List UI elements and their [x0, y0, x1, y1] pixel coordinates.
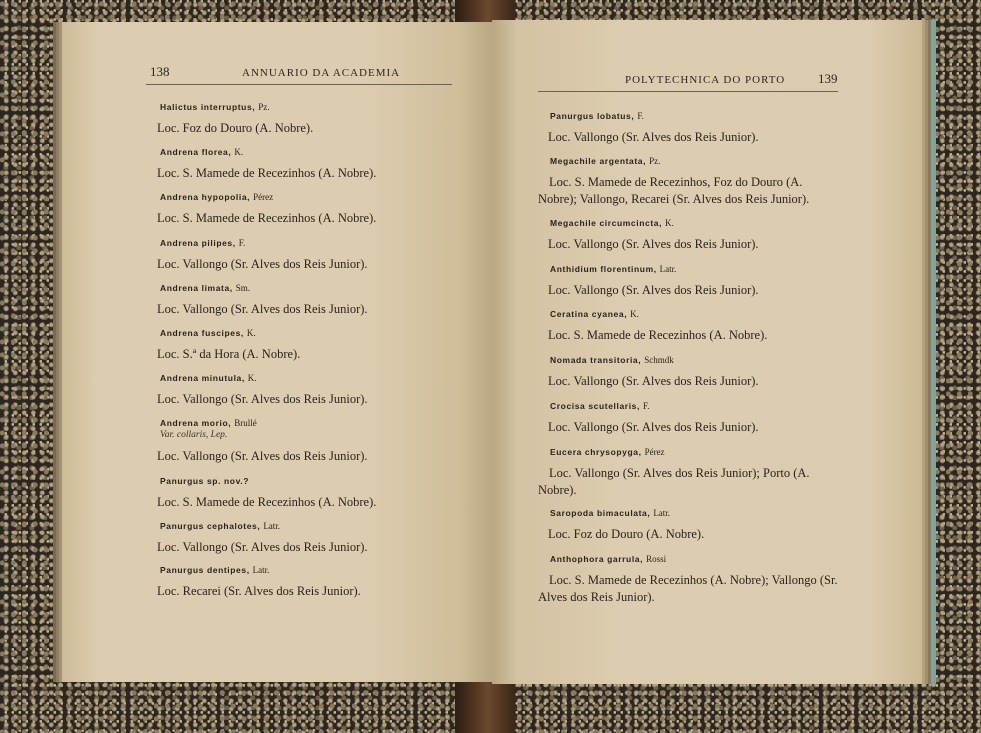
species-name: Andrena limata, Sm. [160, 283, 251, 293]
species-name: Ceratina cyanea, K. [550, 309, 639, 319]
locality-text: Loc. Vallongo (Sr. Alves dos Reis Junior). [548, 237, 759, 251]
species-name: Anthidium florentinum, Latr. [550, 264, 677, 274]
locality-text: Loc. Recarei (Sr. Alves dos Reis Junior). [157, 584, 361, 598]
running-head-left: ANNUARIO DA ACADEMIA [242, 67, 401, 79]
variety-text: Var. collaris, Lep. [160, 430, 228, 440]
locality-text: Loc. S. Mamede de Recezinhos (A. Nobre). [157, 211, 377, 225]
entry [62, 102, 494, 137]
header-rule-left [146, 84, 452, 85]
locality-text: Loc. S. Mamede de Recezinhos (A. Nobre). [548, 328, 768, 342]
entry [492, 447, 922, 499]
species-name: Andrena fuscipes, K. [160, 328, 256, 338]
entry [62, 238, 494, 273]
locality-text: Loc. Vallongo (Sr. Alves dos Reis Junior). [548, 130, 759, 144]
entry [492, 309, 922, 344]
locality-text: Loc. Vallongo (Sr. Alves dos Reis Junior). [548, 420, 759, 434]
locality-text: Loc. Foz do Douro (A. Nobre). [157, 121, 314, 135]
locality-text: Loc. Vallongo (Sr. Alves dos Reis Junior). [548, 374, 759, 388]
entry [62, 521, 494, 556]
locality-text: Loc. Vallongo (Sr. Alves dos Reis Junior); Porto (A. Nobre). [538, 466, 810, 497]
species-name: Nomada transitoria, Schmdk [550, 355, 674, 365]
locality-text: Loc. Vallongo (Sr. Alves dos Reis Junior). [548, 283, 759, 297]
entry [492, 156, 922, 208]
entry [492, 111, 922, 146]
species-name: Panurgus dentipes, Latr. [160, 565, 270, 575]
locality-text: Loc. S. Mamede de Recezinhos (A. Nobre). [157, 166, 377, 180]
locality-text: Loc. Foz do Douro (A. Nobre). [548, 527, 705, 541]
right-page [492, 20, 922, 684]
entry [492, 218, 922, 253]
species-name: Megachile circumcincta, K. [550, 218, 674, 228]
header-rule-right [538, 91, 838, 92]
locality-text: Loc. S. Mamede de Recezinhos, Foz do Douro (A. Nobre); Vallongo, Recarei (Sr. Alves dos Reis Junior). [538, 175, 810, 206]
entry [62, 418, 494, 465]
species-name: Halictus interruptus, Pz. [160, 102, 270, 112]
entry [62, 147, 494, 182]
entry [62, 476, 494, 511]
species-name: Panurgus cephalotes, Latr. [160, 521, 281, 531]
running-head-right: POLYTECHNICA DO PORTO [625, 74, 786, 86]
locality-text: Loc. S.ª da Hora (A. Nobre). [157, 347, 301, 361]
entry [62, 283, 494, 318]
species-name: Panurgus sp. nov.? [160, 476, 250, 486]
species-name: Panurgus lobatus, F. [550, 111, 644, 121]
species-name: Andrena florea, K. [160, 147, 244, 157]
entry [492, 508, 922, 543]
entry [492, 554, 922, 606]
entry [62, 192, 494, 227]
species-name: Eucera chrysopyga, Pérez [550, 447, 665, 457]
entry [492, 264, 922, 299]
species-name: Andrena hypopolia, Pérez [160, 192, 274, 202]
locality-text: Loc. Vallongo (Sr. Alves dos Reis Junior). [157, 392, 368, 406]
left-page [62, 22, 494, 682]
locality-text: Loc. Vallongo (Sr. Alves dos Reis Junior). [157, 449, 368, 463]
locality-text: Loc. Vallongo (Sr. Alves dos Reis Junior). [157, 257, 368, 271]
entry [492, 401, 922, 436]
species-name: Crocisa scutellaris, F. [550, 401, 650, 411]
species-name: Andrena minutula, K. [160, 373, 257, 383]
entry [62, 565, 494, 600]
species-name: Megachile argentata, Pz. [550, 156, 661, 166]
entry [62, 328, 494, 363]
species-name: Saropoda bimaculata, Latr. [550, 508, 671, 518]
page-number-left: 138 [150, 64, 170, 79]
species-name: Anthophora garrula, Rossi [550, 554, 667, 564]
entry [62, 373, 494, 408]
species-name: Andrena morio, Brullé [160, 418, 257, 428]
species-name: Andrena pilipes, F. [160, 238, 246, 248]
locality-text: Loc. Vallongo (Sr. Alves dos Reis Junior). [157, 302, 368, 316]
entry [492, 355, 922, 390]
page-number-right: 139 [818, 71, 838, 86]
locality-text: Loc. S. Mamede de Recezinhos (A. Nobre); Vallongo (Sr. Alves dos Reis Junior). [538, 573, 838, 604]
locality-text: Loc. S. Mamede de Recezinhos (A. Nobre). [157, 495, 377, 509]
locality-text: Loc. Vallongo (Sr. Alves dos Reis Junior). [157, 540, 368, 554]
